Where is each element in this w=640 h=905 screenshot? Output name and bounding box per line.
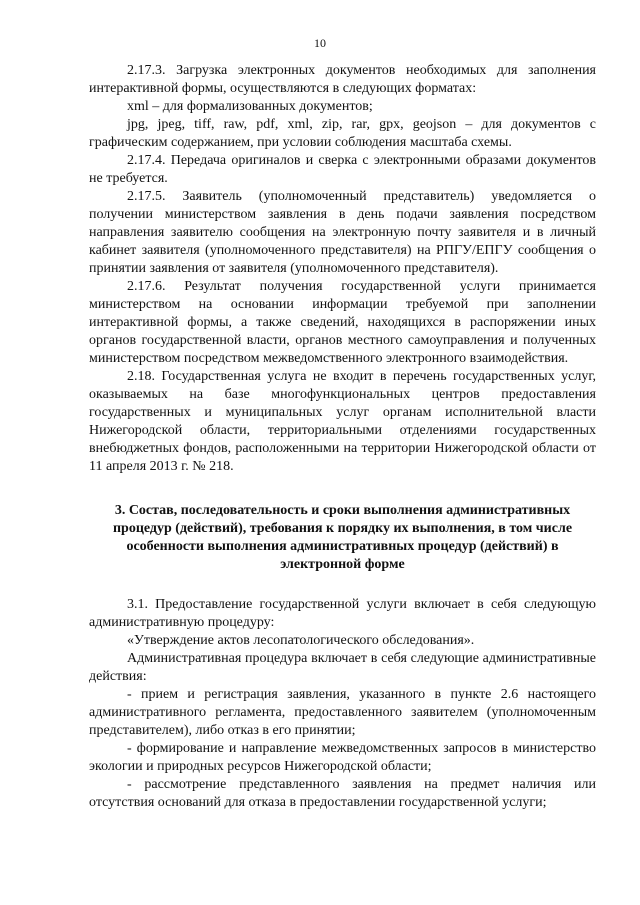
paragraph-3-1: 3.1. Предоставление государственной услуги включает в себя следующую административную процедуру: — [89, 597, 596, 630]
list-item-review: - рассмотрение представленного заявления на предмет наличия или отсутствия оснований для отказа в предоставлении государственной услуги; — [89, 777, 596, 810]
page-number: 10 — [314, 36, 326, 50]
paragraph-2-17-5: 2.17.5. Заявитель (уполномоченный представитель) уведомляется о получении министерством заявления в день подачи заявления посредством направления заявителю сообщения на электронную почту заявителя и в личный кабинет заявителя (уполномоченного представителя) на РПГУ/ЕПГУ сообщения о принятии заявления от заявителя (уполномоченного представителя). — [89, 189, 596, 276]
paragraph-procedure-name: «Утверждение актов лесопатологического обследования». — [127, 633, 475, 648]
paragraph-graphic-formats: jpg, jpeg, tiff, raw, pdf, xml, zip, rar, gpx, geojson – для документов с графическим содержанием, при условии соблюдения масштаба схемы. — [89, 117, 596, 150]
paragraph-2-17-3: 2.17.3. Загрузка электронных документов необходимых для заполнения интерактивной формы, осуществляются в следующих форматах: — [89, 63, 596, 96]
section-3-heading: 3. Состав, последовательность и сроки выполнения административных процедур (действий), требования к порядку их выполнения, в том числе особенности выполнения административных процедур (действий) в электронной форме — [112, 503, 573, 572]
paragraph-xml-format: xml – для формализованных документов; — [127, 99, 373, 114]
paragraph-2-18: 2.18. Государственная услуга не входит в перечень государственных услуг, оказываемых на базе многофункциональных центров предоставления государственных и муниципальных услуг органам исполнительной власти Нижегородской области, территориальными отделениями государственных внебюджетных фондов, расположенными на территории Нижегородской области от 11 апреля 2013 г. № 218. — [89, 369, 596, 474]
paragraph-2-17-4: 2.17.4. Передача оригиналов и сверка с электронными образами документов не требуется. — [89, 153, 596, 186]
list-item-reception: - прием и регистрация заявления, указанного в пункте 2.6 настоящего административного регламента, предоставленного заявителем (уполномоченным представителем), либо отказ в его принятии; — [89, 687, 596, 738]
paragraph-2-17-6: 2.17.6. Результат получения государственной услуги принимается министерством на основании информации требуемой при заполнении интерактивной формы, а также сведений, находящихся в распоряжении иных органов государственной власти, органов местного самоуправления и полученных министерством посредством межведомственного электронного взаимодействия. — [89, 279, 596, 366]
document-body — [89, 62, 596, 812]
paragraph-procedure-includes: Административная процедура включает в себя следующие административные действия: — [89, 651, 596, 684]
list-item-interagency-requests: - формирование и направление межведомственных запросов в министерство экологии и природных ресурсов Нижегородской области; — [89, 741, 596, 774]
